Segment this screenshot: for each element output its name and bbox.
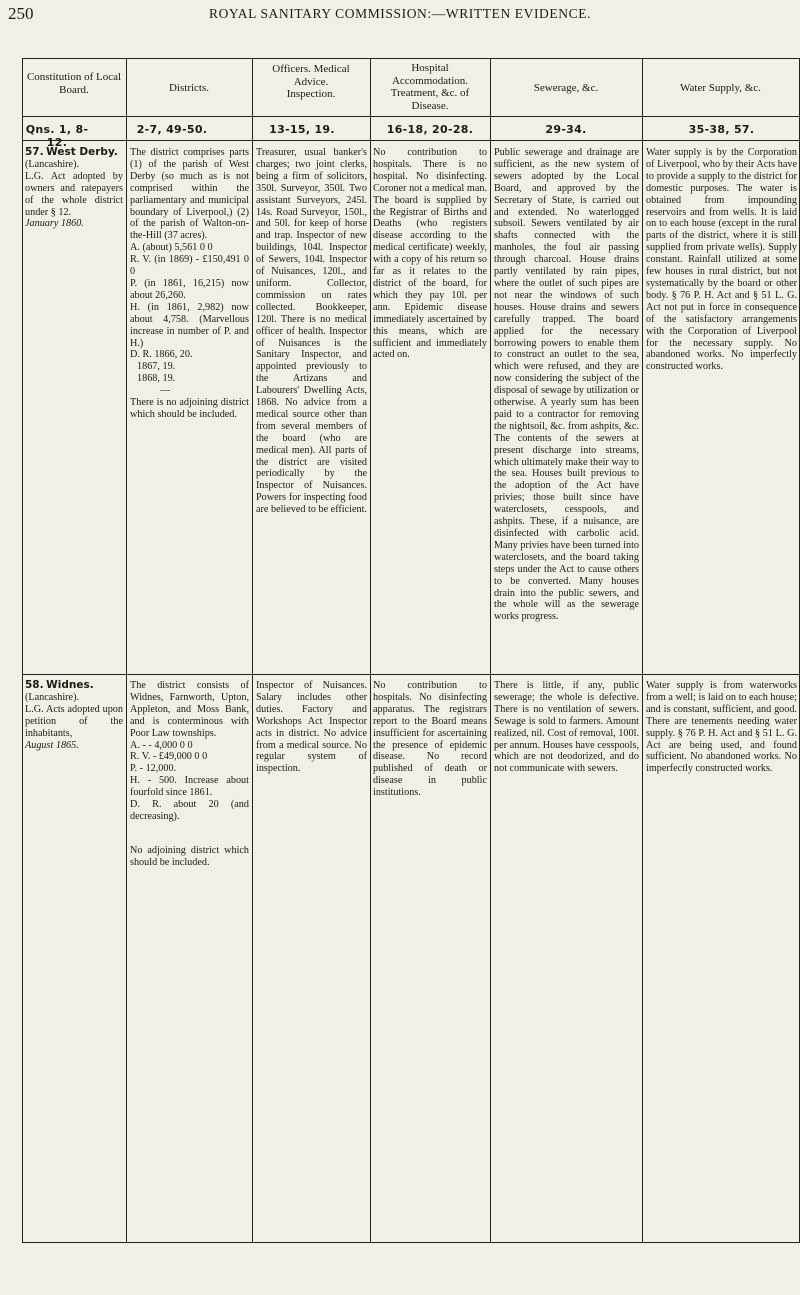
page-header: ROYAL SANITARY COMMISSION:—WRITTEN EVIDENCE.	[208, 6, 592, 21]
question-ref-officers: 13-15, 19.	[269, 123, 335, 136]
district-death-rate: 1867, 19.	[137, 361, 176, 373]
entry-county: (Lancashire).	[25, 158, 80, 170]
district-description: The district comprises parts (1) of the parish of West Derby (so much as is not comprised within the parliamentary and municipal boundary of Liverpool,) (2) of the parish of Walton-on-the-Hill (37 acres).	[130, 147, 249, 242]
entry-sewerage: Public sewerage and drainage are sufficient, as the new system of sewers adopted by the Local Board, and approved by the Secretary of State, is carried out and extended. No waterlogged subsoil. Sewers ventilated by air shafts connected with the manholes, the foul air passing through charcoal. House drains partly ventilated by rain pipes, where the outlet of such pipes are not near the windows of such houses. House drains and sewers carefully trapped. The board applied for the necessary borrowing powers to enable them to construct an outlet to the sea, which were refused, and they are now considering the subject of the disposal of sewage by utilization or otherwise. A yearly sum has been paid to a contractor for removing the nightsoil, &c. from ashpits, &c. The contents of the sewers at present discharge into streams, which ultimately make their way to the sea. Houses built previous to the adoption of the Act have privies; those built since have waterclosets, cesspools, and ashpits. These, if a nuisance, are disinfected with carbolic acid. Many privies have been turned into waterclosets, and the board taking steps under the Act to cause others to be converted. Many houses drain into the public sewers, and the whole will as the sewerage works progress.	[494, 147, 639, 623]
separator-dash: —	[160, 385, 171, 397]
entry-officers: Treasurer, usual banker's charges; two joint clerks, being a firm of solicitors, 350l. Surveyor, 350l. Two assistant Surveyors, 245l. 14s. Road Surveyor, 150l., and 50l. for keep of horse and trap. Inspector of new buildings, 104l. Inspector of Sewers, 104l. Inspector of Nuisances, 120l., and uniform. Collector, commission on rates collected. Bookkeeper, 120l. There is no medical officer of health. Inspector of Nuisances is the Sanitary Inspector, and appointed previously to the Artizans and Labourers' Dwelling Acts, 1868. No advice from a medical source other than from several members of the board (who are medical men). All parts of the district are visited periodically by the Inspector of Nuisances. Powers for inspecting food are believed to be efficient.	[256, 147, 367, 516]
district-population: P. (in 1861, 16,215) now about 26,260.	[130, 277, 249, 301]
district-adjoining: No adjoining district which should be included.	[130, 844, 249, 868]
entry-district	[130, 147, 249, 421]
district-death-rate: 1868, 19.	[137, 373, 176, 385]
entry-officers: Inspector of Nuisances. Salary includes other duties. Factory and Workshops Act Inspector acts in district. No advice from a medical source. No regular system of inspection.	[256, 680, 367, 775]
entry-hospital: No contribution to hospitals. No disinfecting apparatus. The registrars report to the Board means insufficient for ascertaining the presence of epidemic disease. No record published of death or disease in public institutions.	[373, 680, 487, 799]
district-population: P. - 12,000.	[130, 763, 177, 775]
entry-district	[130, 680, 249, 869]
column-heading-officers: Officers. Medical Advice. Inspection.	[272, 63, 350, 100]
column-heading-constitution: Constitution of Local Board.	[26, 71, 122, 96]
district-rateable-value: R. V. (in 1869) - £150,491 0 0	[130, 254, 249, 278]
entry-constitution	[25, 680, 123, 751]
column-heading-water: Water Supply, &c.	[680, 82, 761, 94]
entry-number: 58.	[25, 679, 44, 691]
column-heading-sewerage: Sewerage, &c.	[533, 82, 599, 94]
evidence-table	[22, 58, 800, 1243]
entry-number: 57.	[25, 146, 44, 158]
entry-adoption: L.G. Acts adopted upon petition of the inhabitants,	[25, 703, 123, 739]
entry-name: West Derby.	[46, 146, 118, 158]
question-ref-districts: 2-7, 49-50.	[136, 123, 208, 136]
entry-sewerage: There is little, if any, public sewerage; the whole is defective. There is no ventilation of sewers. Sewage is sold to farmers. Amount realized, nil. Cost of removal, 100l. per annum. Houses have cesspools, which are not deodorized, and do not communicate with sewers.	[494, 680, 639, 775]
entry-county: (Lancashire).	[25, 691, 80, 703]
district-houses: H. (in 1861, 2,982) now about 4,758. (Marvellous increase in number of P. and H.)	[130, 301, 249, 349]
entry-date: January 1860.	[25, 218, 84, 230]
question-ref-water: 35-38, 57.	[688, 123, 755, 136]
district-death-rate: D. R. about 20 (and decreasing).	[130, 799, 249, 822]
district-rateable-value: R. V. - £49,000 0 0	[130, 751, 208, 763]
district-death-rate: D. R. 1866, 20.	[130, 349, 193, 361]
entry-water: Water supply is by the Corporation of Liverpool, who by their Acts have to provide a supply to the district for domestic purposes. The water is obtained from impounding reservoirs and from wells. It is laid on to each house (except in the rural parts of the district, where it is still supplied from private wells). Supply constant. Rainfall utilized at some few houses in rural district, but not systematically by the board or other body. § 76 P. H. Act and § 51 L. G. Act not put in force in consequence of the satisfactory arrangements with the Corporation of Liverpool for the necessary supply. No abandoned works. No imperfectly constructed works.	[646, 147, 797, 373]
district-adjoining: There is no adjoining district which should be included.	[130, 397, 249, 420]
entry-name: Widnes.	[46, 679, 94, 691]
entry-date: August 1865.	[25, 739, 79, 751]
column-heading-districts: Districts.	[168, 82, 210, 94]
question-ref-hospital: 16-18, 20-28.	[386, 123, 474, 136]
entry-adoption: L.G. Act adopted by owners and ratepayers of the whole district under § 12.	[25, 170, 123, 218]
entry-water: Water supply is from waterworks from a well; is laid on to each house; and is constant, sufficient, and good. There are tenements needing water supply. § 76 P. H. Act and § 51 L. G. Act are being used, and found sufficient. No abandoned works. No imperfectly constructed works.	[646, 680, 797, 775]
district-area: A. (about) 5,561 0 0	[130, 242, 213, 254]
entry-constitution	[25, 147, 123, 230]
district-houses: H. - 500. Increase about fourfold since 1861.	[130, 775, 249, 799]
question-ref-sewerage: 29-34.	[545, 123, 587, 136]
district-description: The district consists of Widnes, Farnworth, Upton, Appleton, and Moss Bank, and is conterminous with Poor Law townships.	[130, 680, 249, 739]
district-area: A. - - 4,000 0 0	[130, 739, 193, 751]
entry-hospital: No contribution to hospitals. There is no hospital. No disinfecting. Coroner not a medical man. The board is supplied by the Registrar of Births and Deaths (who registers disease according to the medical certificate) weekly, with a copy of his return so far as it relates to the district of the board, for which they pay 10l. per ann. Epidemic disease immediately ascertained by this means, which are sufficient and immediately acted on.	[373, 147, 487, 361]
page-number: 250	[8, 4, 34, 23]
column-heading-hospital: Hospital Accommodation. Treatment, &c. of Disease.	[390, 62, 470, 112]
question-ref-constitution: Qns. 1, 8-12.	[25, 123, 89, 149]
